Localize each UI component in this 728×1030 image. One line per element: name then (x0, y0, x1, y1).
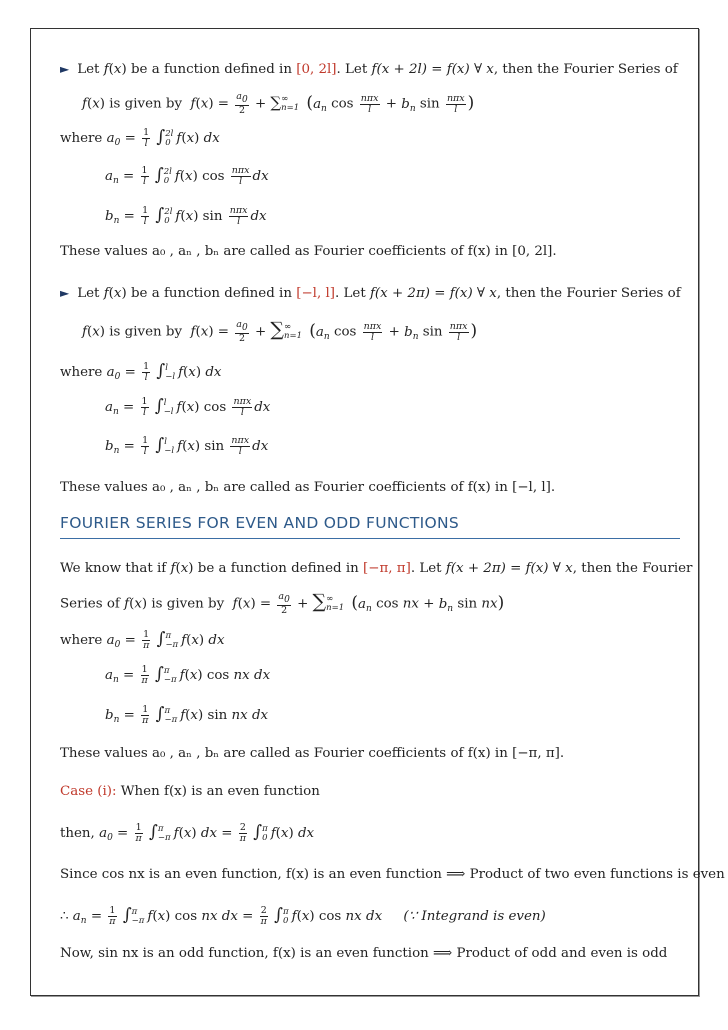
bullet2-an: $a_n$ = $\frac{1}{l}$ ∫ l −l f(x) cos $\frac{\text{nπx}}{l}$ dx (105, 396, 271, 418)
bullet1-bn: $b_n$ = $\frac{1}{l}$ ∫ 2l 0 f(x) sin $\frac{\text{nπx}}{l}$ dx (105, 205, 267, 227)
text: Series of (60, 596, 120, 612)
section-heading: FOURIER SERIES FOR EVEN AND ODD FUNCTIONS (60, 514, 680, 539)
text: , then the Fourier (572, 561, 693, 576)
therefore-an: ∴ $a_n$ = $\frac{1}{\pi}$ ∫ π −π f(x) cos nx dx = $\frac{2}{\pi}$ ∫ π 0 f(x) cos nx dx (∵ Integrand is even) (60, 905, 546, 927)
bullet-arrow-icon: ► (60, 286, 70, 300)
now-text: Now, sin nx is an odd function, f(x) is an even function ⟹ Product of odd and even is odd (60, 946, 668, 961)
text: be a function defined in (130, 286, 292, 301)
text: We know that if (60, 561, 167, 576)
bullet2-series: f(x) is given by f(x) = $\frac{a0}{2}$ + ∑ ∞ n=1 ($a_n$ cos $\frac{\text{nπx}}{l}$ + $b_n$ sin $\frac{\text{nπx}}{l}$ ) (82, 318, 478, 344)
text: is given by (109, 324, 183, 340)
text: where (60, 633, 103, 648)
text: Let (77, 286, 100, 301)
since-text: Since cos nx is an even function, f(x) is an even function ⟹ Product of two even functions is even (60, 867, 725, 882)
text: . Let (334, 286, 366, 301)
text: When f(x) is an even function (120, 784, 320, 799)
bullet1-a0: where $a_0$ = $\frac{1}{l}$ ∫ 2l 0 f(x) dx (60, 127, 220, 149)
bullet2-a0: where $a_0$ = $\frac{1}{l}$ ∫ l −l f(x) dx (60, 361, 222, 383)
periodic-condition: f(x + 2π) = f(x) ∀ x (369, 286, 497, 301)
bullet1-series: f(x) is given by f(x) = $\frac{a0}{2}$ + ∑ ∞ n=1 ($a_n$ cos $\frac{\text{nπx}}{l}$ + $b_n$ sin $\frac{\text{nπx}}{l}$ ) (82, 91, 475, 116)
note: (∵ Integrand is even) (403, 909, 546, 924)
case-a0: then, $a_0$ = $\frac{1}{\pi}$ ∫ π −π f(x) dx = $\frac{2}{\pi}$ ∫ π 0 f(x) dx (60, 822, 315, 844)
bullet2-line1: ► Let f(x) be a function defined in [−l, l]. Let f(x + 2π) = f(x) ∀ x, then the Fourier Series of (60, 286, 681, 301)
case-i (60, 783, 320, 801)
bullet2-bn: $b_n$ = $\frac{1}{l}$ ∫ l −l f(x) sin $\frac{\text{nπx}}{l}$ dx (105, 435, 269, 457)
text: Let (77, 62, 100, 77)
bullet2-coefficients: These values a₀ , aₙ , bₙ are called as Fourier coefficients of f(x) in [−l, l]. (60, 480, 556, 495)
text: is given by (151, 596, 225, 612)
section-intro: We know that if f(x) be a function defined in [−π, π]. Let f(x + 2π) = f(x) ∀ x, then the Fourier (60, 561, 693, 576)
text: . Let (410, 561, 442, 576)
bullet-arrow-icon: ► (60, 62, 70, 76)
text: be a function defined in (197, 561, 359, 576)
section-coefficients: These values a₀ , aₙ , bₙ are called as Fourier coefficients of f(x) in [−π, π]. (60, 746, 565, 761)
case-label: Case (i): (60, 784, 117, 799)
text: be a function defined in (130, 62, 292, 77)
periodic-condition: f(x + 2l) = f(x) ∀ x (371, 62, 494, 77)
section-an: $a_n$ = $\frac{1}{\pi}$ ∫ π −π f(x) cos nx dx (105, 664, 271, 686)
section-a0: where $a_0$ = $\frac{1}{\pi}$ ∫ π −π f(x) dx (60, 629, 225, 651)
bullet1-line1: ► Let f(x) be a function defined in [0, 2l]. Let f(x + 2l) = f(x) ∀ x, then the Fourier Series of (60, 62, 678, 77)
text: then, (60, 826, 95, 841)
interval: [−l, l] (296, 286, 335, 301)
periodic-condition: f(x + 2π) = f(x) ∀ x (445, 561, 573, 576)
bullet1-an: $a_n$ = $\frac{1}{l}$ ∫ 2l 0 f(x) cos $\frac{\text{nπx}}{l}$ dx (105, 165, 269, 187)
section-series: Series of f(x) is given by f(x) = $\frac{a0}{2}$ + ∑ ∞ n=1 ($a_n$ cos nx + $b_n$ sin nx) (60, 590, 505, 616)
text: where (60, 131, 103, 146)
text: , then the Fourier Series of (493, 62, 678, 77)
text: . Let (336, 62, 368, 77)
interval: [0, 2l] (296, 62, 337, 77)
section-bn: $b_n$ = $\frac{1}{\pi}$ ∫ π −π f(x) sin nx dx (105, 704, 269, 726)
bullet1-coefficients: These values a₀ , aₙ , bₙ are called as Fourier coefficients of f(x) in [0, 2l]. (60, 244, 557, 259)
interval: [−π, π] (363, 561, 411, 576)
text: is given by (109, 96, 183, 112)
text: where (60, 365, 103, 380)
text: , then the Fourier Series of (496, 286, 681, 301)
